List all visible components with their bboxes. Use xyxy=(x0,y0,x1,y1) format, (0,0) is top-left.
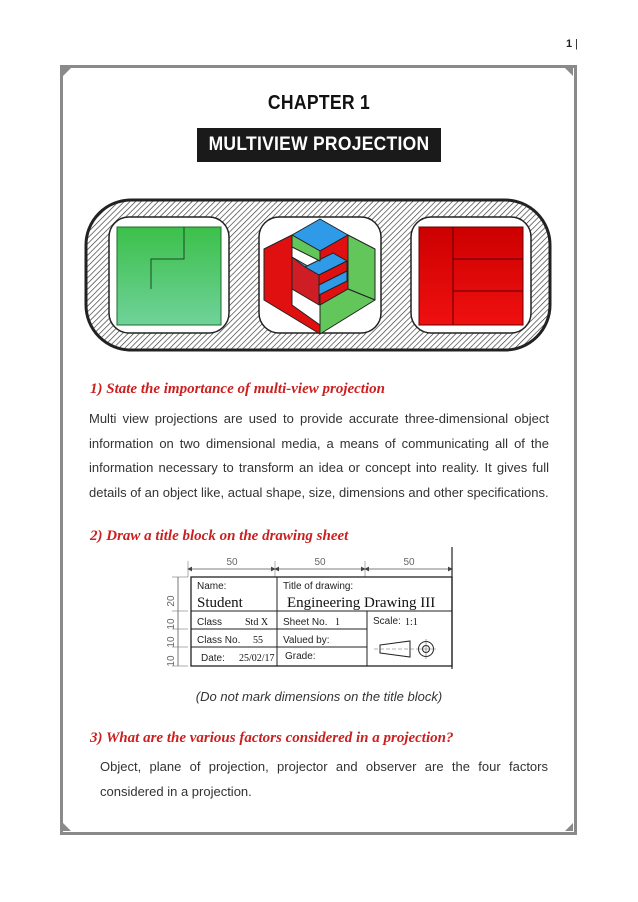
date-value: 25/02/17 xyxy=(239,653,275,664)
frame-edge-right xyxy=(574,65,577,835)
chapter-title: MULTIVIEW PROJECTION xyxy=(197,128,441,162)
q3-heading: 3) What are the various factors considered in a projection? xyxy=(90,730,454,746)
projection-symbol-icon xyxy=(374,639,436,659)
title-label: Title of drawing: xyxy=(283,581,354,592)
frame-corner-icon xyxy=(565,823,573,831)
frame-edge-bottom xyxy=(62,832,576,835)
date-label: Date: xyxy=(201,653,225,664)
valued-label: Valued by: xyxy=(283,635,330,646)
classno-value: 55 xyxy=(253,635,263,646)
name-label: Name: xyxy=(197,581,227,592)
frame-corner-icon xyxy=(63,68,71,76)
title-block-drawing xyxy=(160,545,470,675)
classno-label: Class No. xyxy=(197,635,241,646)
dim-side-4: 10 xyxy=(166,655,177,667)
projection-illustration xyxy=(83,197,553,353)
dim-side-1: 20 xyxy=(166,595,177,607)
dim-side-2: 10 xyxy=(166,618,177,630)
q3-body: Object, plane of projection, projector and observer are the four factors considered in a projection. xyxy=(100,759,548,799)
sheet-label: Sheet No. xyxy=(283,617,328,628)
sheet-value: 1 xyxy=(335,617,340,628)
frame-corner-icon xyxy=(565,68,573,76)
page-number: 1 | xyxy=(566,38,578,50)
grade-label: Grade: xyxy=(285,651,316,662)
title-block-note: (Do not mark dimensions on the title block) xyxy=(195,689,443,704)
frame-edge-left xyxy=(60,65,63,835)
chapter-label: CHAPTER 1 xyxy=(267,92,371,114)
class-value: Std X xyxy=(245,617,269,628)
dim-top-1: 50 xyxy=(226,557,238,568)
front-view xyxy=(117,227,221,325)
class-label: Class xyxy=(197,617,223,628)
side-view xyxy=(419,227,523,325)
name-value: Student xyxy=(197,595,243,611)
title-value: Engineering Drawing III xyxy=(287,595,436,611)
frame-edge-top xyxy=(62,65,576,68)
scale-value: 1:1 xyxy=(405,617,418,628)
frame-corner-icon xyxy=(63,823,71,831)
dim-side-3: 10 xyxy=(166,636,177,648)
q1-heading: 1) State the importance of multi-view projection xyxy=(90,381,385,397)
q2-heading: 2) Draw a title block on the drawing sheet xyxy=(90,528,349,544)
scale-label: Scale: xyxy=(373,616,401,627)
q1-body: Multi view projections are used to provide accurate three-dimensional object information on two dimensional media, a means of communicating all of the information necessary to transform an idea or concept into reality. It gives full details of an object like, actual shape, size, dimensions and other specifications. xyxy=(89,411,549,500)
dim-top-3: 50 xyxy=(403,557,415,568)
dim-top-2: 50 xyxy=(314,557,326,568)
